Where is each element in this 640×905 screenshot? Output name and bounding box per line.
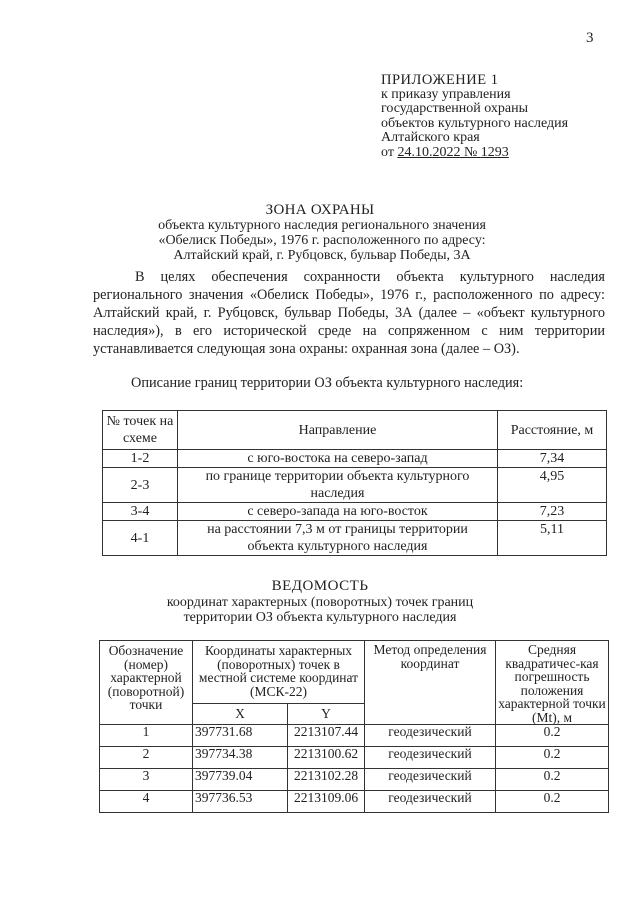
cell-y: 2213100.62 — [288, 747, 365, 769]
cell-method: геодезический — [365, 725, 496, 747]
cell-points: 3-4 — [103, 503, 178, 521]
header-points: № точек на схеме — [103, 411, 178, 450]
number-prefix: № — [460, 144, 481, 160]
appendix-line: объектов культурного наследия — [381, 115, 569, 131]
description-title: Описание границ территории ОЗ объекта культурного наследия: — [131, 375, 524, 391]
cell-y: 2213107.44 — [288, 725, 365, 747]
zone-subtitle-line: объекта культурного наследия регионального значения — [158, 218, 486, 233]
header-designation: Обозначение (номер) характерной (поворотной) точки — [100, 641, 193, 725]
zone-subtitle-line: Алтайский край, г. Рубцовск, бульвар Победы, 3А — [173, 248, 471, 263]
cell-distance: 7,34 — [498, 450, 607, 468]
vedomost-subtitle-line: координат характерных (поворотных) точек границ — [166, 595, 474, 610]
cell-points: 1-2 — [103, 450, 178, 468]
table-header-row — [100, 641, 609, 704]
appendix-date-line — [381, 146, 568, 161]
cell-method: геодезический — [365, 791, 496, 813]
cell-distance: 4,95 — [498, 468, 607, 503]
cell-error: 0.2 — [496, 769, 609, 791]
header-direction: Направление — [178, 411, 498, 450]
cell-method: геодезический — [365, 769, 496, 791]
cell-designation: 1 — [100, 725, 193, 747]
cell-distance: 7,23 — [498, 503, 607, 521]
order-number: 1293 — [480, 144, 509, 160]
cell-y: 2213109.06 — [288, 791, 365, 813]
appendix-line: государственной охраны — [381, 101, 529, 116]
intro-paragraph — [93, 268, 605, 358]
table-header-row — [103, 411, 607, 450]
page-number: 3 — [586, 30, 594, 46]
cell-method: геодезический — [365, 747, 496, 769]
table-row — [100, 791, 609, 813]
cell-error: 0.2 — [496, 725, 609, 747]
cell-designation: 3 — [100, 769, 193, 791]
appendix-title: ПРИЛОЖЕНИЕ 1 — [381, 72, 499, 88]
cell-points: 4-1 — [103, 521, 178, 556]
cell-designation: 4 — [100, 791, 193, 813]
cell-x: 397734.38 — [193, 747, 288, 769]
table-row — [100, 747, 609, 769]
table-row — [103, 468, 607, 503]
table-row — [103, 450, 607, 468]
cell-direction: на расстоянии 7,3 м от границы территории объекта культурного наследия — [178, 521, 498, 556]
cell-direction: с северо-запада на юго-восток — [178, 503, 498, 521]
cell-x: 397736.53 — [193, 791, 288, 813]
table-row — [103, 521, 607, 556]
vedomost-subtitle-line: территории ОЗ объекта культурного наследия — [183, 610, 457, 625]
vedomost-title: ВЕДОМОСТЬ — [271, 578, 369, 594]
appendix-line: Алтайского края — [381, 130, 480, 145]
coordinates-table — [99, 640, 609, 813]
intro-text: В целях обеспечения сохранности объекта культурного наследия регионального значения «Обелиск Победы», 1976 г., расположенного по адресу: Алтайский край, г. Рубцовск, бульвар Победы, 3А (далее – «объект культурного наследия»), в его исторической среде на сопряженном с ним территории устанавливается следующая зона охраны: охранная зона (далее – ОЗ). — [93, 269, 605, 357]
table-row — [103, 503, 607, 521]
header-error: Средняя квадратичес-кая погрешность положения характерной точки (Mt), м — [496, 641, 609, 725]
cell-error: 0.2 — [496, 747, 609, 769]
cell-direction: по границе территории объекта культурного наследия — [178, 468, 498, 503]
order-date: 24.10.2022 — [397, 144, 461, 160]
header-distance: Расстояние, м — [498, 411, 607, 450]
cell-x: 397739.04 — [193, 769, 288, 791]
zone-subtitle-line: «Обелиск Победы», 1976 г. расположенного по адресу: — [158, 233, 486, 248]
vedomost-subtitle — [0, 595, 640, 625]
appendix-line: к приказу управления — [381, 86, 511, 102]
cell-direction: с юго-востока на северо-запад — [178, 450, 498, 468]
zone-subtitle — [0, 218, 632, 263]
cell-points: 2-3 — [103, 468, 178, 503]
cell-designation: 2 — [100, 747, 193, 769]
header-method: Метод определения координат — [365, 641, 496, 725]
header-x: X — [193, 704, 288, 725]
cell-x: 397731.68 — [193, 725, 288, 747]
cell-distance: 5,11 — [498, 521, 607, 556]
header-y: Y — [288, 704, 365, 725]
cell-error: 0.2 — [496, 791, 609, 813]
boundary-table — [102, 410, 607, 556]
table-row — [100, 725, 609, 747]
table-row — [100, 769, 609, 791]
cell-y: 2213102.28 — [288, 769, 365, 791]
header-coordinates: Координаты характерных (поворотных) точек в местной системе координат (МСК-22) — [193, 641, 365, 704]
zone-title: ЗОНА ОХРАНЫ — [265, 202, 375, 218]
appendix-header — [381, 73, 568, 160]
date-prefix: от — [381, 144, 398, 160]
